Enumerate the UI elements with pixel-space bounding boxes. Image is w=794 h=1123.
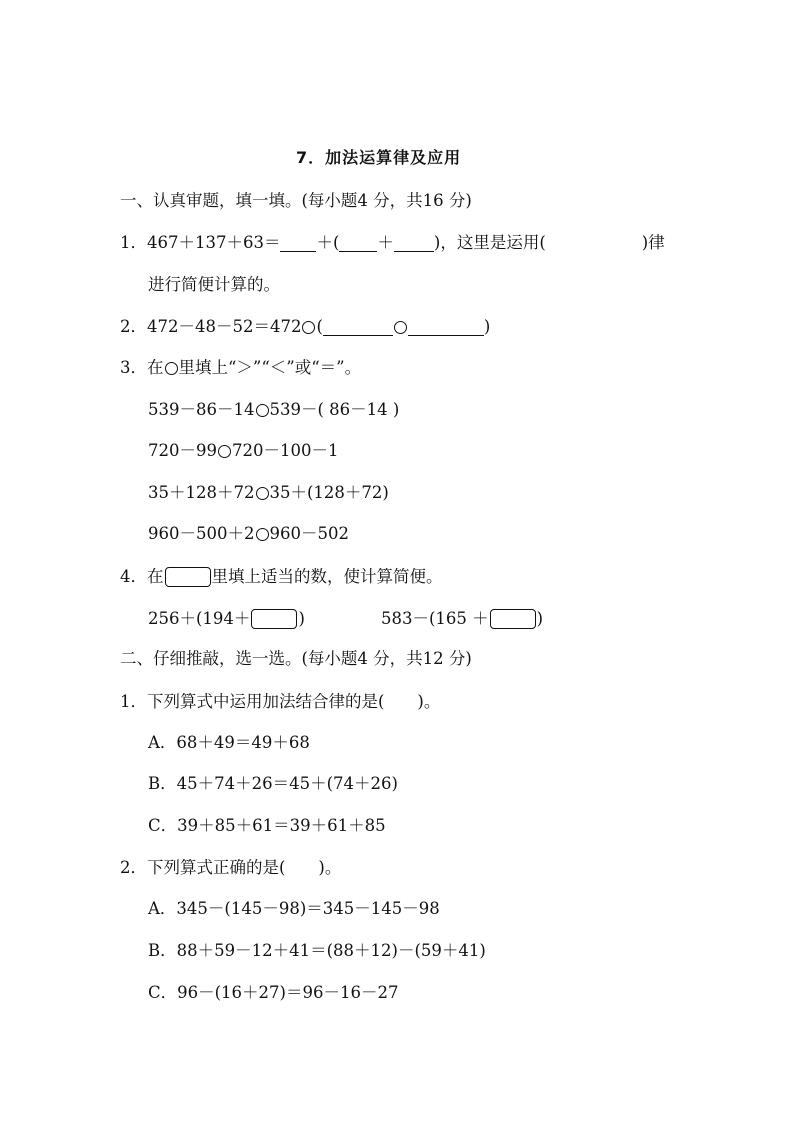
question-number: 2． [120, 317, 147, 336]
answer-blank[interactable] [339, 235, 377, 252]
question-1-2 [120, 315, 490, 339]
section1-heading: 一、认真审题，填一填。(每小题4 分，共16 分) [120, 191, 472, 210]
expression-text: 583－(165 ＋ [381, 609, 489, 628]
compare-left: 960－500＋2 [148, 524, 255, 543]
question-number: 4． [120, 567, 147, 586]
compare-circle[interactable] [256, 487, 269, 500]
answer-blank[interactable] [394, 235, 434, 252]
question-text: )，这里是运用( [433, 233, 546, 252]
compare-right: 960－502 [269, 524, 349, 543]
option-b[interactable]: B．88＋59－12＋41＝(88＋12)－(59＋41) [148, 941, 486, 960]
answer-box[interactable] [490, 609, 536, 629]
expression-text: 256＋(194＋ [148, 609, 251, 628]
compare-left: 539－86－14 [148, 400, 255, 419]
compare-left: 35＋128＋72 [148, 483, 255, 502]
question-text: 里填上适当的数，使计算简便。 [211, 567, 443, 586]
question-text: ) [483, 317, 491, 336]
compare-left: 720－99 [148, 441, 217, 460]
compare-row [148, 481, 389, 505]
answer-blank[interactable] [280, 235, 316, 252]
option-c[interactable]: C．39＋85＋61＝39＋61＋85 [148, 816, 386, 835]
option-a[interactable]: A．68＋49＝49＋68 [148, 733, 310, 752]
question-1-4 [120, 565, 443, 589]
option-a[interactable]: A．345－(145－98)＝345－145－98 [148, 899, 440, 918]
compare-row [148, 439, 339, 463]
compare-right: 35＋(128＋72) [269, 483, 389, 502]
option-b[interactable]: B．45＋74＋26＝45＋(74＋26) [148, 774, 398, 793]
question-text: 467＋137＋63＝ [147, 233, 281, 252]
fill-expression-2 [381, 607, 543, 631]
answer-space[interactable] [546, 234, 642, 252]
circle-symbol [165, 362, 178, 375]
answer-blank[interactable] [408, 319, 484, 336]
question-text: )律 [641, 233, 665, 252]
expression-text: ) [298, 609, 305, 628]
question-number: 1． [120, 233, 147, 252]
question-text: 里填上“＞”“＜”或“＝”。 [178, 358, 362, 377]
question-1-1 [120, 231, 665, 255]
compare-row [148, 522, 349, 546]
compare-circle[interactable] [302, 321, 315, 334]
question-1-3 [120, 356, 361, 380]
answer-blank[interactable] [323, 319, 393, 336]
question-text: ＋ [377, 233, 394, 252]
compare-circle[interactable] [256, 404, 269, 417]
question-text: 472－48－52＝472 [147, 317, 302, 336]
question-1-1-continued: 进行简便计算的。 [148, 275, 280, 294]
question-number: 3． [120, 358, 147, 377]
compare-circle[interactable] [256, 528, 269, 541]
question-2-2: 2．下列算式正确的是( )。 [120, 858, 342, 877]
expression-text: ) [536, 609, 544, 628]
question-text: 在 [147, 358, 164, 377]
answer-box[interactable] [251, 609, 297, 629]
section2-heading: 二、仔细推敲，选一选。(每小题4 分，共12 分) [120, 649, 472, 668]
box-symbol [165, 567, 211, 587]
compare-circle[interactable] [218, 445, 231, 458]
compare-right: 539－( 86－14 ) [269, 400, 400, 419]
compare-row [148, 398, 399, 422]
question-text: 在 [147, 567, 164, 586]
fill-expression-1 [148, 607, 305, 631]
page-title: 7．加法运算律及应用 [296, 148, 462, 167]
compare-circle[interactable] [394, 321, 407, 334]
compare-right: 720－100－1 [232, 441, 339, 460]
question-2-1: 1．下列算式中运用加法结合律的是( )。 [120, 692, 441, 711]
option-c[interactable]: C．96－(16＋27)＝96－16－27 [148, 983, 399, 1002]
question-text: ＋( [316, 233, 340, 252]
question-text: ( [316, 317, 323, 336]
